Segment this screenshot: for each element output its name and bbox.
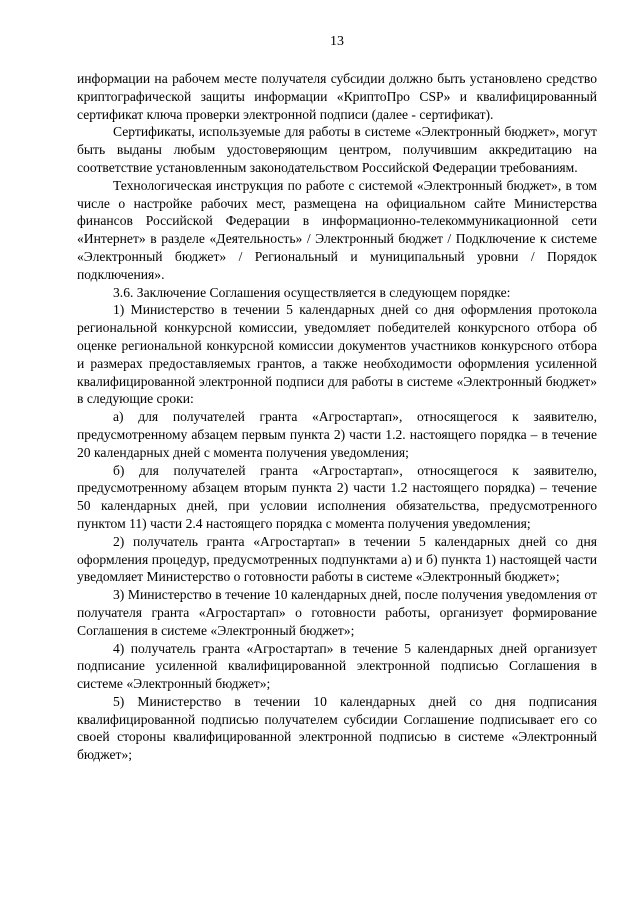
paragraph-item-3: 3) Министерство в течение 10 календарных дней, после получения уведомления от получателя гранта «Агростартап» о готовности работы, организует формирование Соглашения в системе «Электронный бюджет»; <box>77 587 597 638</box>
paragraph-subitem-b: б) для получателей гранта «Агростартап», относящегося к заявителю, предусмотренному абзацем вторым пункта 2) части 1.2 настоящего порядка) – течение 50 календарных дней, при условии исполнения обязательства, предусмотренного пунктом 11) части 2.4 настоящего порядка с момента получения уведомления; <box>77 462 597 531</box>
paragraph-subitem-a: а) для получателей гранта «Агростартап», относящегося к заявителю, предусмотренному абзацем первым пункта 2) части 1.2. настоящего порядка – в течение 20 календарных дней с момента получения уведомления; <box>77 409 597 460</box>
paragraph-item-5: 5) Министерство в течении 10 календарных дней со дня подписания квалифицированной подписью получателем субсидии Соглашение подписывает его со своей стороны квалифицированной электронной подписью в системе «Электронный бюджет»; <box>77 693 597 763</box>
paragraph-certificates: Сертификаты, используемые для работы в системе «Электронный бюджет», могут быть выданы любым удостоверяющим центром, получившим аккредитацию на соответствие установленным законодательством Российской Федерации требованиям. <box>77 124 597 175</box>
paragraph-item-2: 2) получатель гранта «Агростартап» в течении 5 календарных дней со дня оформления процедур, предусмотренных подпунктами а) и б) пункта 1) настоящей части уведомляет Министерство о готовности работы в системе «Электронный бюджет»; <box>77 533 597 585</box>
document-body <box>77 70 597 764</box>
page-number: 13 <box>330 34 344 49</box>
paragraph-instruction: Технологическая инструкция по работе с системой «Электронный бюджет», в том числе о настройке рабочих мест, размещена на официальном сайте Министерства финансов Российской Федерации в информационно-телекоммуникационной сети «Интернет» в разделе «Деятельность» / Электронный бюджет / Подключение к системе «Электронный бюджет» / Региональный и муниципальный уровни / Порядок подключения». <box>77 177 597 282</box>
paragraph-section-3-6: 3.6. Заключение Соглашения осуществляется в следующем порядке: <box>113 284 511 300</box>
paragraph-item-1: 1) Министерство в течении 5 календарных дней со дня оформления протокола региональной конкурсной комиссии, уведомляет победителей конкурсного отбора об оценке региональной конкурсной комиссии документов участников конкурсного отбора и размерах предоставляемых грантов, а также необходимости оформления усиленной квалифицированной электронной подписи для работы в системе «Электронный бюджет» в следующие сроки: <box>77 302 597 407</box>
paragraph-continuation: информации на рабочем месте получателя субсидии должно быть установлено средство криптографической защиты информации «КриптоПро CSP» и квалифицированный сертификат ключа проверки электронной подписи (далее - сертификат). <box>77 71 597 122</box>
paragraph-item-4: 4) получатель гранта «Агростартап» в течение 5 календарных дней организует подписание усиленной квалифицированной электронной подписью Соглашения в системе «Электронный бюджет»; <box>77 640 597 692</box>
